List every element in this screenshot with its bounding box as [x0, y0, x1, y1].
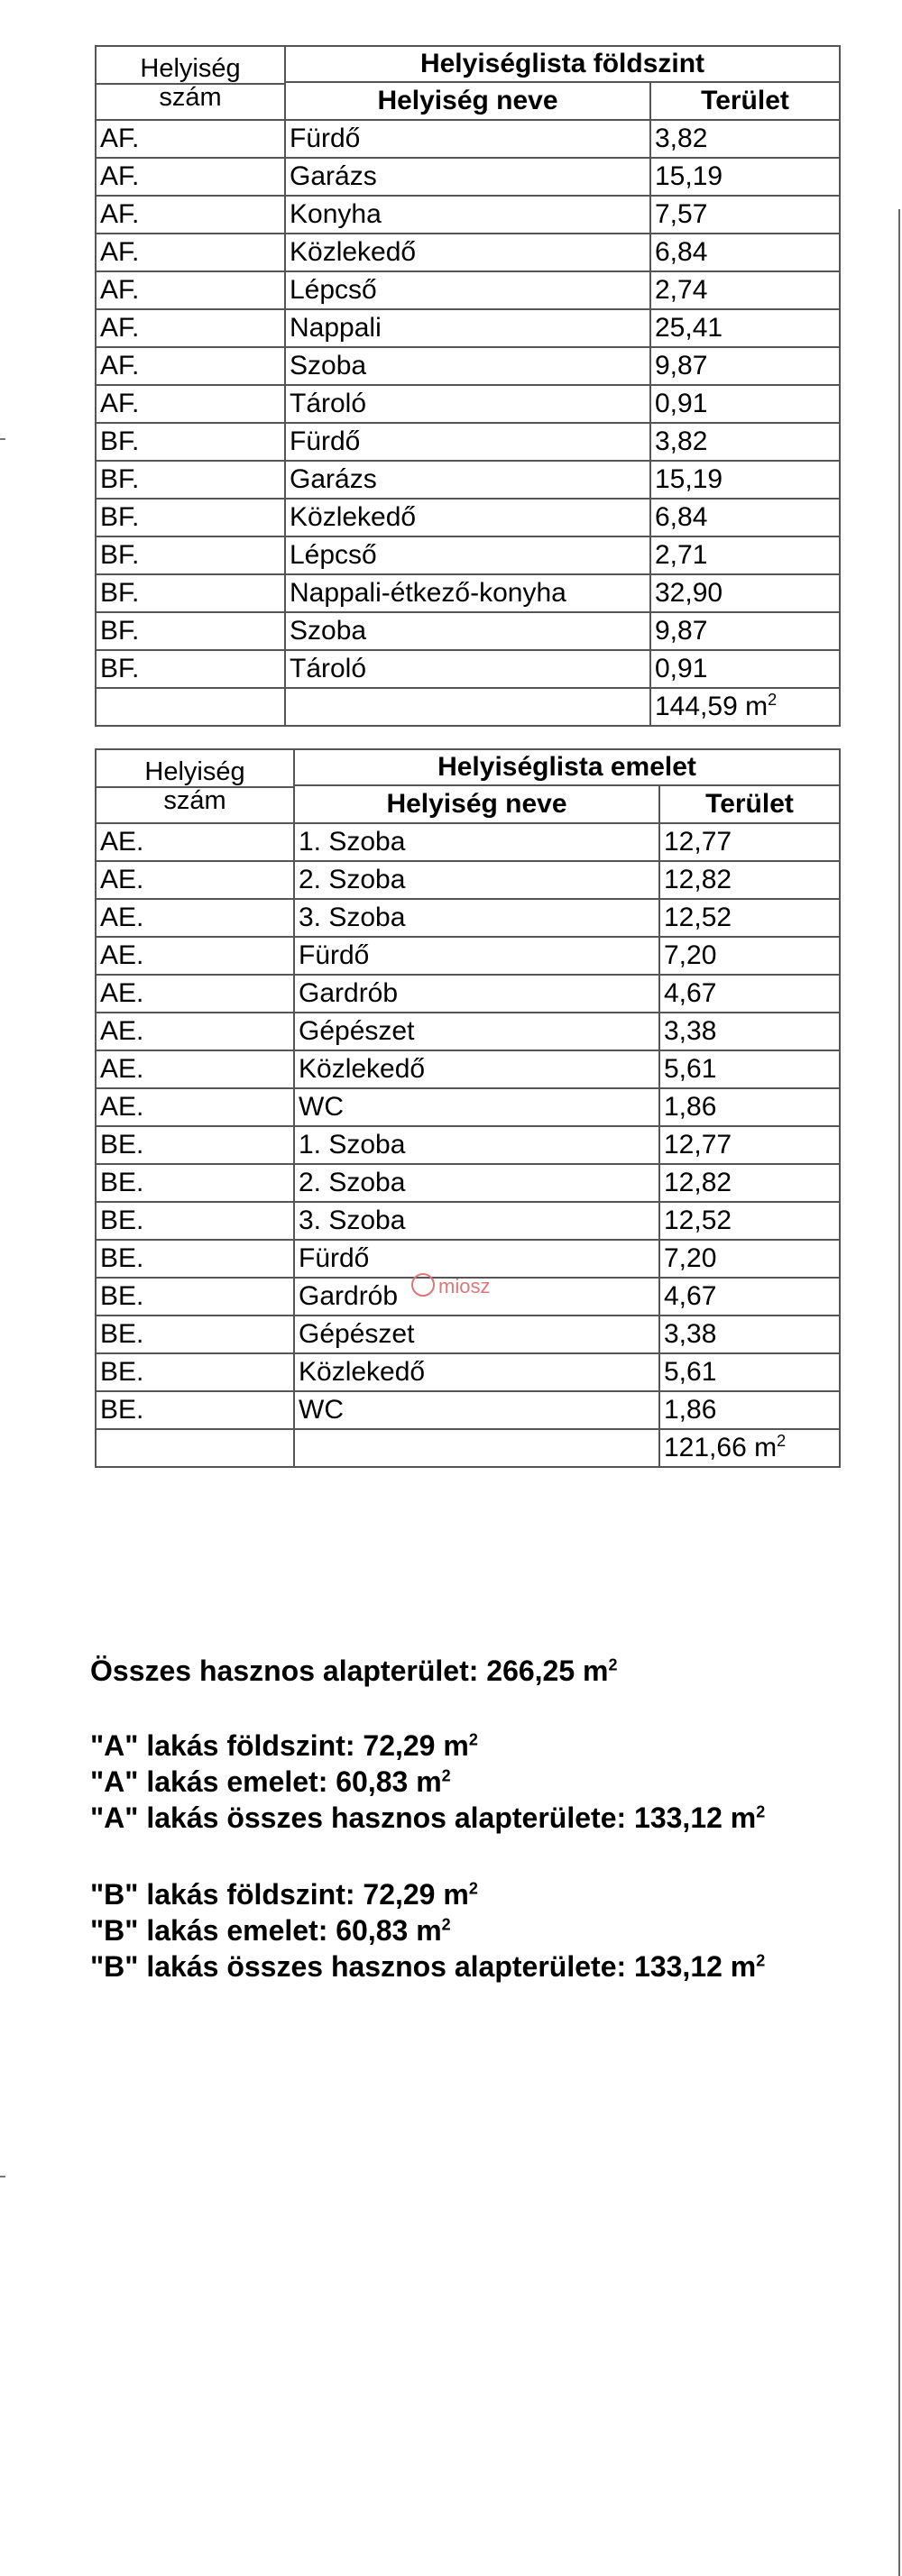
ground-floor-rows	[96, 120, 840, 688]
table-row	[96, 1202, 840, 1240]
room-name-cell: Fürdő	[285, 120, 650, 158]
table-row	[96, 612, 840, 650]
room-name-cell: Közlekedő	[285, 499, 650, 536]
upper-floor-total: 121,66 $m^2$	[659, 1429, 840, 1467]
area-cell: 7,20	[659, 937, 840, 975]
room-name-cell: 1. Szoba	[294, 823, 659, 861]
table-row	[96, 499, 840, 536]
room-name-cell: Garázs	[285, 158, 650, 196]
room-number-cell: BF.	[96, 536, 285, 574]
room-number-cell: BF.	[96, 499, 285, 536]
room-number-cell: BE.	[96, 1126, 294, 1164]
room-name-cell: Közlekedő	[285, 234, 650, 271]
room-number-cell: BF.	[96, 423, 285, 461]
area-header: Terület	[650, 82, 840, 120]
room-number-cell: BE.	[96, 1391, 294, 1429]
room-number-cell: AE.	[96, 937, 294, 975]
miosz-logo-icon	[411, 1273, 435, 1297]
area-cell: 9,87	[650, 612, 840, 650]
area-cell: 25,41	[650, 309, 840, 347]
room-name-cell: Konyha	[285, 196, 650, 234]
room-name-cell: Fürdő	[285, 423, 650, 461]
table-row	[96, 196, 840, 234]
area-cell: 7,20	[659, 1240, 840, 1278]
room-name-cell: Lépcső	[285, 536, 650, 574]
room-name-cell: Fürdő	[294, 937, 659, 975]
room-number-cell: AF.	[96, 234, 285, 271]
room-number-cell: AE.	[96, 1050, 294, 1088]
margin-tick-mark	[0, 2176, 5, 2177]
table-row	[96, 1088, 840, 1126]
room-name-header: Helyiség neve	[285, 82, 650, 120]
area-cell: 2,71	[650, 536, 840, 574]
area-cell: 15,19	[650, 461, 840, 499]
room-name-cell: Nappali	[285, 309, 650, 347]
room-name-cell: Tároló	[285, 650, 650, 688]
total-empty-cell	[96, 1429, 294, 1467]
room-name-header: Helyiség neve	[294, 785, 659, 823]
room-name-cell: Gardrób	[294, 975, 659, 1013]
room-name-cell: Gépészet	[294, 1013, 659, 1050]
room-name-cell: 2. Szoba	[294, 1164, 659, 1202]
area-cell: 12,52	[659, 899, 840, 937]
area-cell: 1,86	[659, 1088, 840, 1126]
room-number-cell: BE.	[96, 1202, 294, 1240]
room-name-cell: 1. Szoba	[294, 1126, 659, 1164]
room-number-cell: AF.	[96, 158, 285, 196]
room-name-cell: Nappali-étkező-konyha	[285, 574, 650, 612]
room-number-cell: BF.	[96, 612, 285, 650]
upper-floor-rows	[96, 823, 840, 1429]
ground-floor-table-title: Helyiséglista földszint	[285, 46, 840, 82]
area-cell: 3,38	[659, 1013, 840, 1050]
table-row	[96, 1164, 840, 1202]
table-row	[96, 1050, 840, 1088]
area-cell: 3,82	[650, 423, 840, 461]
ground-floor-total: 144,59 $m^2$	[650, 688, 840, 726]
summary-a-upper: "A" lakás emelet: 60,83 $m^2$	[90, 1765, 451, 1798]
room-name-cell: WC	[294, 1391, 659, 1429]
table-row	[96, 120, 840, 158]
margin-tick-mark	[0, 438, 5, 440]
area-cell: 3,82	[650, 120, 840, 158]
room-name-cell: Lépcső	[285, 271, 650, 309]
table-row	[96, 158, 840, 196]
room-number-cell: AF.	[96, 271, 285, 309]
room-number-cell: BF.	[96, 574, 285, 612]
room-number-cell: AF.	[96, 196, 285, 234]
room-name-cell: Fürdő	[294, 1240, 659, 1278]
room-number-cell: AF.	[96, 347, 285, 385]
area-cell: 12,77	[659, 823, 840, 861]
table-row	[96, 1391, 840, 1429]
room-number-cell: AE.	[96, 1013, 294, 1050]
area-cell: 4,67	[659, 975, 840, 1013]
table-row	[96, 1126, 840, 1164]
room-name-cell: Garázs	[285, 461, 650, 499]
table-row	[96, 899, 840, 937]
room-number-cell: AE.	[96, 1088, 294, 1126]
room-number-cell: BF.	[96, 650, 285, 688]
total-empty-cell	[96, 688, 285, 726]
area-cell: 6,84	[650, 234, 840, 271]
table-row	[96, 423, 840, 461]
room-name-cell: Tároló	[285, 385, 650, 423]
room-number-cell: BE.	[96, 1240, 294, 1278]
room-name-cell: 2. Szoba	[294, 861, 659, 899]
table-row	[96, 385, 840, 423]
room-name-cell: WC	[294, 1088, 659, 1126]
upper-floor-table-title: Helyiséglista emelet	[294, 749, 840, 785]
room-number-cell: BE.	[96, 1164, 294, 1202]
table-row	[96, 574, 840, 612]
total-empty-cell	[294, 1429, 659, 1467]
summary-a-total: "A" lakás összes hasznos alapterülete: 133,12 $m^2$	[90, 1801, 766, 1834]
area-cell: 7,57	[650, 196, 840, 234]
upper-floor-total-row	[96, 1429, 840, 1467]
table-row	[96, 650, 840, 688]
room-name-cell: Szoba	[285, 347, 650, 385]
room-number-cell: AF.	[96, 309, 285, 347]
ground-floor-room-table	[95, 45, 841, 727]
area-header: Terület	[659, 785, 840, 823]
room-number-header: Helyiség szám	[96, 749, 294, 823]
area-cell: 4,67	[659, 1278, 840, 1316]
room-number-header: Helyiség szám	[96, 46, 285, 120]
miosz-watermark: miosz	[411, 1273, 490, 1298]
upper-floor-room-table	[95, 748, 841, 1468]
room-name-cell: Gardrób	[294, 1278, 659, 1316]
area-cell: 1,86	[659, 1391, 840, 1429]
room-number-cell: BE.	[96, 1316, 294, 1353]
summary-b-upper: "B" lakás emelet: 60,83 $m^2$	[90, 1914, 451, 1947]
room-number-cell: BF.	[96, 461, 285, 499]
area-cell: 6,84	[650, 499, 840, 536]
room-number-cell: AE.	[96, 975, 294, 1013]
room-name-cell: Közlekedő	[294, 1353, 659, 1391]
table-row	[96, 309, 840, 347]
room-number-cell: AE.	[96, 823, 294, 861]
area-cell: 5,61	[659, 1050, 840, 1088]
area-cell: 12,77	[659, 1126, 840, 1164]
room-number-cell: AF.	[96, 120, 285, 158]
table-row	[96, 1013, 840, 1050]
summary-total: Összes hasznos alapterület: 266,25 $m^2$	[90, 1655, 618, 1687]
room-number-cell: AE.	[96, 861, 294, 899]
total-empty-cell	[285, 688, 650, 726]
area-cell: 2,74	[650, 271, 840, 309]
room-number-cell: BE.	[96, 1353, 294, 1391]
page-border-line	[898, 209, 900, 2576]
area-cell: 12,52	[659, 1202, 840, 1240]
table-row	[96, 234, 840, 271]
table-row	[96, 461, 840, 499]
table-row	[96, 1240, 840, 1278]
table-row	[96, 975, 840, 1013]
area-cell: 32,90	[650, 574, 840, 612]
room-name-cell: Gépészet	[294, 1316, 659, 1353]
summary-a-ground: "A" lakás földszint: 72,29 $m^2$	[90, 1729, 478, 1762]
summary-b-ground: "B" lakás földszint: 72,29 $m^2$	[90, 1878, 478, 1911]
area-cell: 12,82	[659, 861, 840, 899]
room-name-cell: 3. Szoba	[294, 899, 659, 937]
table-row	[96, 536, 840, 574]
area-cell: 0,91	[650, 385, 840, 423]
area-cell: 3,38	[659, 1316, 840, 1353]
table-row	[96, 1316, 840, 1353]
area-cell: 5,61	[659, 1353, 840, 1391]
area-cell: 0,91	[650, 650, 840, 688]
room-name-cell: Közlekedő	[294, 1050, 659, 1088]
table-row	[96, 347, 840, 385]
area-cell: 9,87	[650, 347, 840, 385]
summary-b-total: "B" lakás összes hasznos alapterülete: 133,12 $m^2$	[90, 1950, 766, 1983]
area-cell: 12,82	[659, 1164, 840, 1202]
ground-floor-total-row	[96, 688, 840, 726]
room-number-cell: AF.	[96, 385, 285, 423]
room-name-cell: Szoba	[285, 612, 650, 650]
table-row	[96, 861, 840, 899]
table-row	[96, 823, 840, 861]
table-row	[96, 1353, 840, 1391]
room-name-cell: 3. Szoba	[294, 1202, 659, 1240]
room-number-cell: BE.	[96, 1278, 294, 1316]
room-number-cell: AE.	[96, 899, 294, 937]
table-row	[96, 937, 840, 975]
table-row	[96, 271, 840, 309]
area-cell: 15,19	[650, 158, 840, 196]
